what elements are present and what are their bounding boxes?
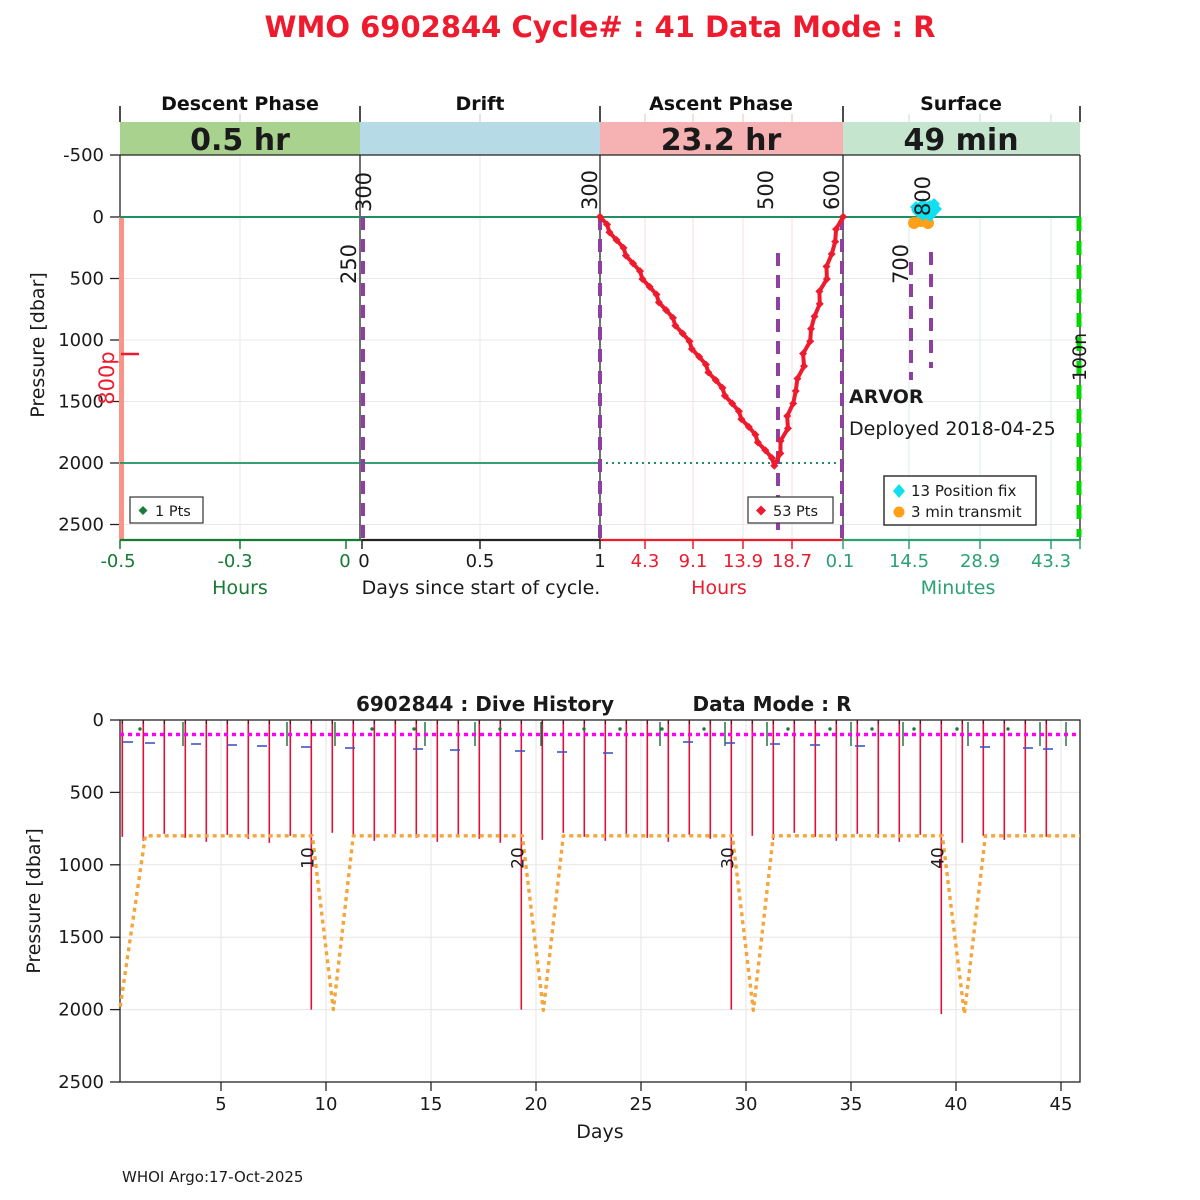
b-ytick-2500: 2500 [58,1072,104,1093]
dive-label-40: 40 [928,847,949,869]
page-title: WMO 6902844 Cycle# : 41 Data Mode : R [264,10,936,44]
b-ytick-0: 0 [92,710,104,731]
xtick-9.1: 9.1 [678,551,708,572]
bottom-plot-border [120,720,1080,1082]
top-xaxis-ticks [120,540,1080,549]
bottom-ylabel: Pressure [dbar] [23,828,45,974]
legend-ascent-pts [748,497,833,523]
annot-300-drift: 300 [352,171,376,213]
legend-1pts-label: 1 Pts [155,504,191,520]
xtick-18.7: 18.7 [771,551,813,572]
b-xtick-40: 40 [944,1094,968,1115]
annot-700: 700 [889,243,913,285]
bottom-xlabel: Days [576,1121,624,1143]
annot-600: 600 [820,169,844,211]
legend-surface-markers [884,476,1036,525]
b-xtick-25: 25 [629,1094,653,1115]
top-ylabel: Pressure [dbar] [27,272,49,418]
dive-lines [122,720,1046,1014]
footer-credit: WHOI Argo:17-Oct-2025 [122,1168,304,1186]
drift-bar [360,122,600,155]
float-type-label: ARVOR [849,386,924,408]
bottom-yticks [110,720,120,1082]
top-yticks [110,155,120,525]
bottom-gridlines [120,720,1080,1082]
xtick-1-days: 1 [594,551,606,572]
bottom-xtick-labels [215,1094,1072,1115]
b-xtick-35: 35 [839,1094,863,1115]
surface-duration: 49 min [903,123,1019,158]
legend-position-fix-label: 13 Position fix [911,482,1017,500]
phase-header-minor-ticks [240,114,1051,122]
xtick-0.5-days: 0.5 [465,551,495,572]
ytick-1000: 1000 [58,330,104,351]
top-xtick-labels [100,551,1071,572]
legend-53pts-label: 53 Pts [773,504,819,520]
legend-transmit-label: 3 min transmit [911,503,1022,521]
deployed-label: Deployed 2018-04-25 [849,418,1056,440]
xtick-13.9: 13.9 [722,551,764,572]
phase-title-drift: Drift [455,93,505,115]
descent-duration: 0.5 hr [190,123,290,158]
orange-circle-icon [894,507,905,518]
ascent-duration: 23.2 hr [660,123,782,158]
bottom-xticks [221,1082,1061,1091]
dive-label-30: 30 [718,847,739,869]
xtick-0-hours: 0 [339,551,351,572]
bottom-ytick-labels [58,710,104,1093]
phase-title-surface: Surface [920,93,1002,115]
ytick--500: -500 [63,145,104,166]
ytick-2000: 2000 [58,453,104,474]
ascent-profile-curve [596,213,847,470]
annot-250: 250 [337,243,361,285]
legend-descent-pts [130,497,203,523]
xtick-43.3: 43.3 [1030,551,1072,572]
event-annotations [337,170,1091,381]
bottom-data-mode: Data Mode : R [692,692,852,716]
dive-label-20: 20 [508,847,529,869]
xaxis-days: Days since start of cycle. [361,577,601,599]
b-xtick-15: 15 [419,1094,443,1115]
bottom-chart [23,692,1080,1143]
xtick-0-days: 0 [358,551,370,572]
b-xtick-45: 45 [1049,1094,1073,1115]
phase-title-ascent: Ascent Phase [649,93,793,115]
ytick-500: 500 [69,268,104,290]
top-ytick-labels [58,145,104,536]
b-xtick-20: 20 [524,1094,548,1115]
b-ytick-2000: 2000 [58,999,104,1021]
ytick-0: 0 [92,207,104,228]
xaxis-hours-left: Hours [212,577,268,599]
dive-label-10: 10 [298,847,319,869]
b-ytick-500: 500 [69,782,104,804]
xtick-14.5: 14.5 [888,551,930,572]
surface-scatter-marks [123,722,1066,753]
xtick-4.3: 4.3 [630,551,660,572]
annot-800: 800 [911,175,935,217]
xaxis-hours-right: Hours [691,577,747,599]
b-xtick-5: 5 [215,1094,227,1115]
xaxis-minutes: Minutes [920,577,996,599]
xtick-28.9: 28.9 [959,551,1001,572]
b-xtick-10: 10 [314,1094,338,1115]
ytick-2500: 2500 [58,514,104,536]
top-chart [27,93,1091,599]
xtick-m0.3: -0.3 [217,551,253,572]
bottom-title: 6902844 : Dive History [355,692,615,716]
park-depth-label: 800p [95,351,119,405]
ytick-1500: 1500 [58,391,104,413]
top-xaxis-names [212,577,995,599]
annot-500: 500 [754,169,778,211]
annot-300-ascent: 300 [578,169,602,211]
b-ytick-1000: 1000 [58,854,104,876]
phase-title-descent: Descent Phase [161,93,319,115]
xtick-m0.5: -0.5 [100,551,136,572]
annot-100n: 100n [1069,332,1091,382]
event-lines-purple [363,217,931,540]
xtick-0.1: 0.1 [825,551,855,572]
b-xtick-30: 30 [734,1094,758,1115]
b-ytick-1500: 1500 [58,927,104,949]
